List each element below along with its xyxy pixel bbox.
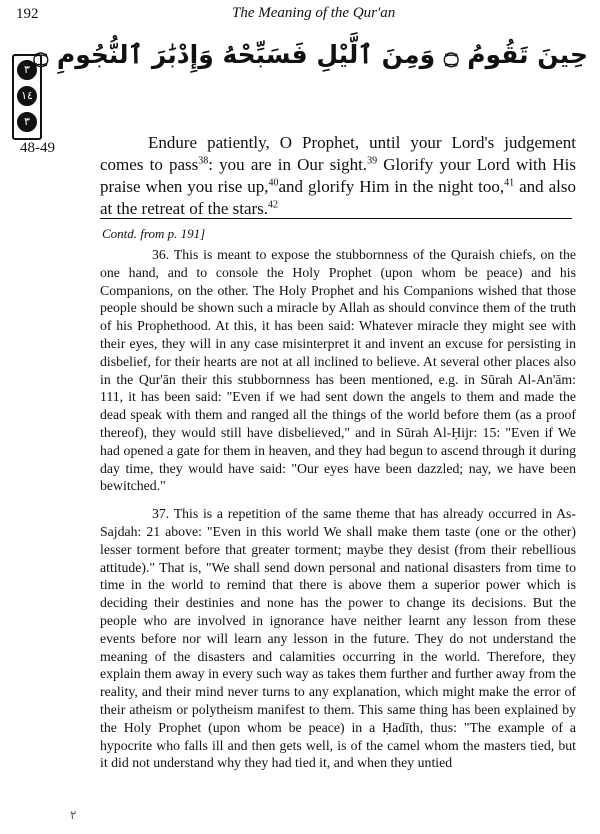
footnote-ref-40: 40 bbox=[268, 177, 279, 189]
footnote-ref-42: 42 bbox=[268, 199, 279, 211]
translation-text-3: Glorify your Lord with His praise when you rise up, bbox=[100, 155, 576, 196]
footnote-ref-38: 38 bbox=[198, 155, 209, 167]
verse-reference: 48-49 bbox=[20, 140, 55, 156]
note-36: 36. This is meant to expose the stubbornness of the Quraish chiefs, on the one hand, and to console the Holy Prophet (upon whom be peace) and his Companions, on the other. The Holy Prophet and his Companions wished that those people should be shown such a miracle by Allah as should convince them of the truth of his Prophethood. At this, it has been said: Whatever miracle they might see with their eyes, they will in any case misinterpret it and invent an excuse for persisting in disbelief, for their hearts are not at all inclined to believe. At several other places also in the Qur'ān their this stubbornness has been mentioned, e.g. in Sūrah Al-An'ām: 111, it has been said: "Even if we had sent down the angels to them and made the dead speak with them and ranged all the things of the world before them (as a proof thereof), they would still have disbelieved," and in Sūrah Al-Ḥijr: 15: "Even if We had opened a gate for them in heaven, and they had begun to ascend through it during day time, they would have said: "Our eyes have been dazzled; nay, we have been bewitched." bbox=[100, 247, 576, 494]
translation-text-2: : you are in Our sight. bbox=[208, 155, 368, 174]
margin-mark: ٢ bbox=[70, 808, 77, 822]
ruku-number-bottom: ٣ bbox=[17, 112, 37, 132]
note-37: 37. This is a repetition of the same theme that has already occurred in As-Sajdah: 21 above: "Even in this world We shall make them taste (one or the other) lesser torment before that greater torment; maybe they desist (from their rebellious attitude)." That is, "We shall send down personal and national disasters from time to time in the world to remind that there is above them a superior power which is deciding their destinies and none has the power to change its decisions. But the people who are involved in ignorance have neither learnt any lesson from these events before nor will learn any lesson in the future. They do not understand the meaning of the disasters and calamities occurring in the world. Therefore, they explain them away in every such way as takes them further and further away from the reality, and their mind never turns to any explanation, which might make the error of their atheism or polytheism manifest to them. This same thing has been explained by the Holy Prophet (upon whom be peace) in a Ḥadīth, thus: "The example of a hypocrite who falls ill and then gets well, is of the camel whom the masters tied, but it did not understand why they had tied it, and when they untied bbox=[100, 506, 576, 771]
verse-translation bbox=[100, 132, 576, 220]
continued-note: Contd. from p. 191] bbox=[102, 226, 206, 241]
arabic-verse: حِينَ تَقُومُ ۝ وَمِنَ ٱلَّيْلِ فَسَبِّحْهُ وَإِدْبَٰرَ ٱلنُّجُومِ ۝ bbox=[33, 40, 588, 69]
ruku-number-middle: ١٤ bbox=[17, 86, 37, 106]
translation-text-4: and glorify Him in the night too, bbox=[278, 177, 505, 196]
page-number: 192 bbox=[16, 6, 39, 22]
divider-rule bbox=[100, 218, 572, 219]
footnote-ref-39: 39 bbox=[367, 155, 378, 167]
translation-text-1: Endure patiently, O Prophet, until your Lord's judgement comes to pass bbox=[100, 133, 576, 174]
footnote-ref-41: 41 bbox=[504, 177, 515, 189]
running-title: The Meaning of the Qur'an bbox=[232, 5, 396, 21]
commentary-notes bbox=[100, 246, 576, 782]
ruku-number-top: ٣ bbox=[17, 60, 37, 80]
translation-text-5: and also at the retreat of the stars. bbox=[100, 177, 576, 218]
